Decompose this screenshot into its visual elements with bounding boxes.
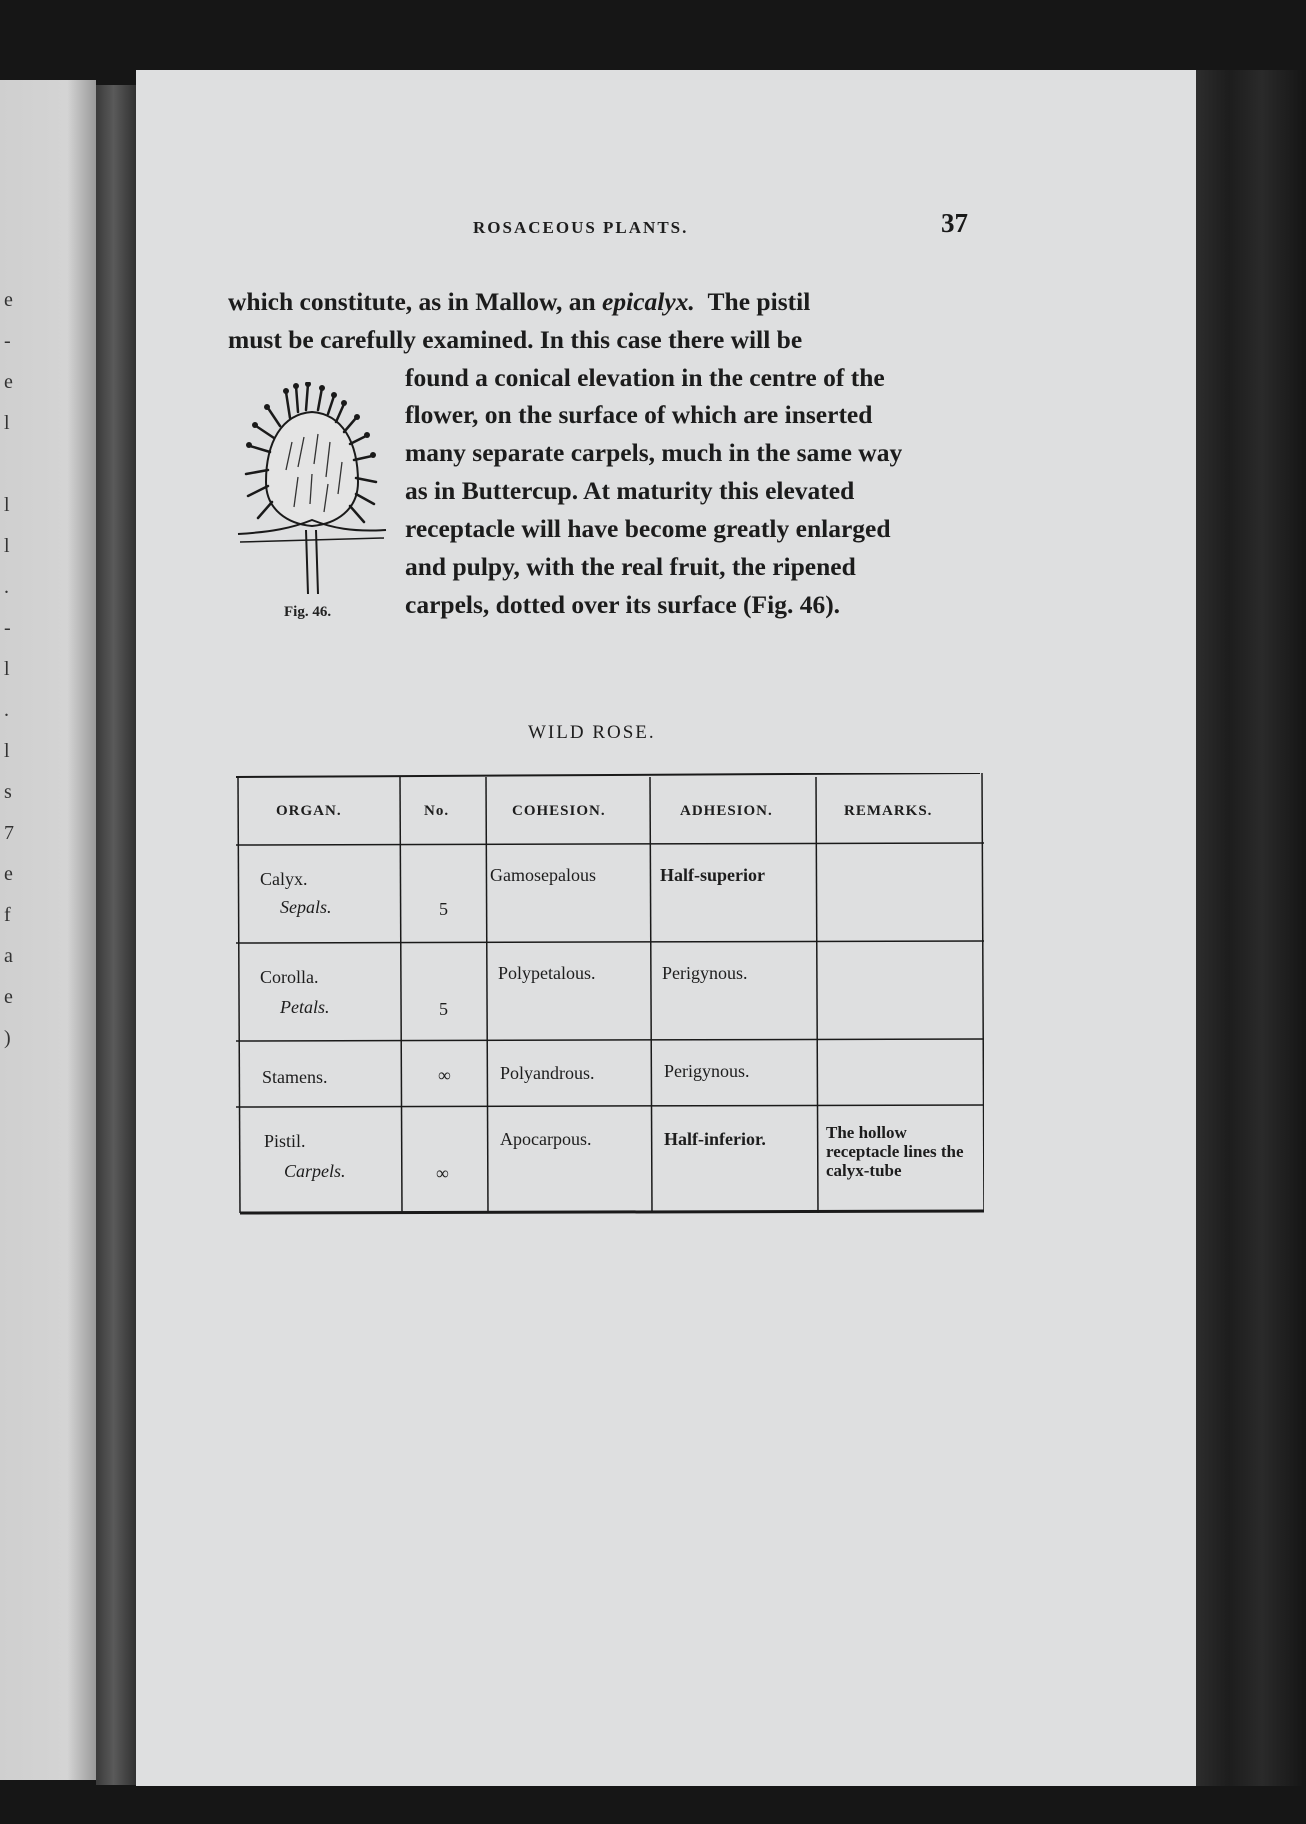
header-number: No. <box>424 803 450 819</box>
fragment <box>4 444 34 485</box>
fragment: e <box>4 371 13 393</box>
organ-calyx: Calyx. <box>260 869 308 889</box>
number-calyx: 5 <box>439 899 448 919</box>
fragment: a <box>4 945 13 967</box>
fragment: l <box>4 494 10 516</box>
number-corolla: 5 <box>439 999 448 1019</box>
adhesion-stamens: Perigynous. <box>664 1061 750 1081</box>
header-organ: ORGAN. <box>276 803 342 819</box>
remarks-pistil: The hollow receptacle lines the calyx-tube <box>826 1123 964 1180</box>
fragment: l <box>4 740 10 762</box>
fragment: l <box>4 658 10 680</box>
number-pistil: ∞ <box>436 1163 449 1183</box>
adhesion-corolla: Perigynous. <box>662 963 748 983</box>
fragment: - <box>4 330 11 352</box>
page-number: 37 <box>941 208 968 238</box>
book-gutter <box>96 85 140 1785</box>
fragment: ) <box>4 1027 11 1049</box>
part-sepals: Sepals. <box>280 897 332 917</box>
wild-rose-table <box>236 773 984 1215</box>
cohesion-corolla: Polypetalous. <box>498 963 596 983</box>
text-line-2: must be carefully examined. In this case there will be <box>228 325 803 354</box>
table-title: WILD ROSE. <box>528 722 656 743</box>
adhesion-calyx: Half-superior <box>660 865 765 885</box>
fragment: . <box>4 576 9 598</box>
running-head: ROSACEOUS PLANTS. <box>473 218 689 237</box>
strawberry-receptacle-illustration <box>232 382 392 594</box>
text-line-7: receptacle will have become greatly enlarged <box>405 514 891 543</box>
fragment: l <box>4 412 10 434</box>
header-adhesion: ADHESION. <box>680 803 773 819</box>
facing-page-edge <box>0 80 96 1780</box>
organ-corolla: Corolla. <box>260 967 319 987</box>
part-carpels: Carpels. <box>284 1161 346 1181</box>
text-line-3: found a conical elevation in the centre of the <box>405 363 885 392</box>
organ-stamens: Stamens. <box>262 1067 328 1087</box>
adhesion-pistil: Half-inferior. <box>664 1129 766 1149</box>
text-line-8: and pulpy, with the real fruit, the ripened <box>405 552 856 581</box>
fragment: 7 <box>4 822 14 844</box>
text-line-4: flower, on the surface of which are inserted <box>405 400 873 429</box>
cohesion-stamens: Polyandrous. <box>500 1063 595 1083</box>
fragment: . <box>4 699 9 721</box>
book-fore-edge <box>1196 70 1306 1786</box>
cohesion-calyx: Gamosepalous <box>490 865 596 885</box>
emphasis-epicalyx: epicalyx. <box>602 287 695 316</box>
fragment: e <box>4 986 13 1008</box>
fragment: e <box>4 289 13 311</box>
fragment: e <box>4 863 13 885</box>
part-petals: Petals. <box>280 997 330 1017</box>
header-remarks: REMARKS. <box>844 803 933 819</box>
number-stamens: ∞ <box>438 1065 451 1085</box>
cohesion-pistil: Apocarpous. <box>500 1129 592 1149</box>
figure-caption: Fig. 46. <box>284 604 332 620</box>
fragment: s <box>4 781 12 803</box>
organ-pistil: Pistil. <box>264 1131 306 1151</box>
text-line-5: many separate carpels, much in the same way <box>405 438 903 467</box>
header-cohesion: COHESION. <box>512 803 606 819</box>
text-line-9: carpels, dotted over its surface (Fig. 46). <box>405 590 841 619</box>
text-line-1: which constitute, as in Mallow, an epicalyx. The pistil <box>228 287 811 316</box>
facing-page-fragments <box>4 280 34 1580</box>
fragment: l <box>4 535 10 557</box>
fragment: - <box>4 617 11 639</box>
fragment: f <box>4 904 11 926</box>
text-line-6: as in Buttercup. At maturity this elevated <box>405 476 855 505</box>
